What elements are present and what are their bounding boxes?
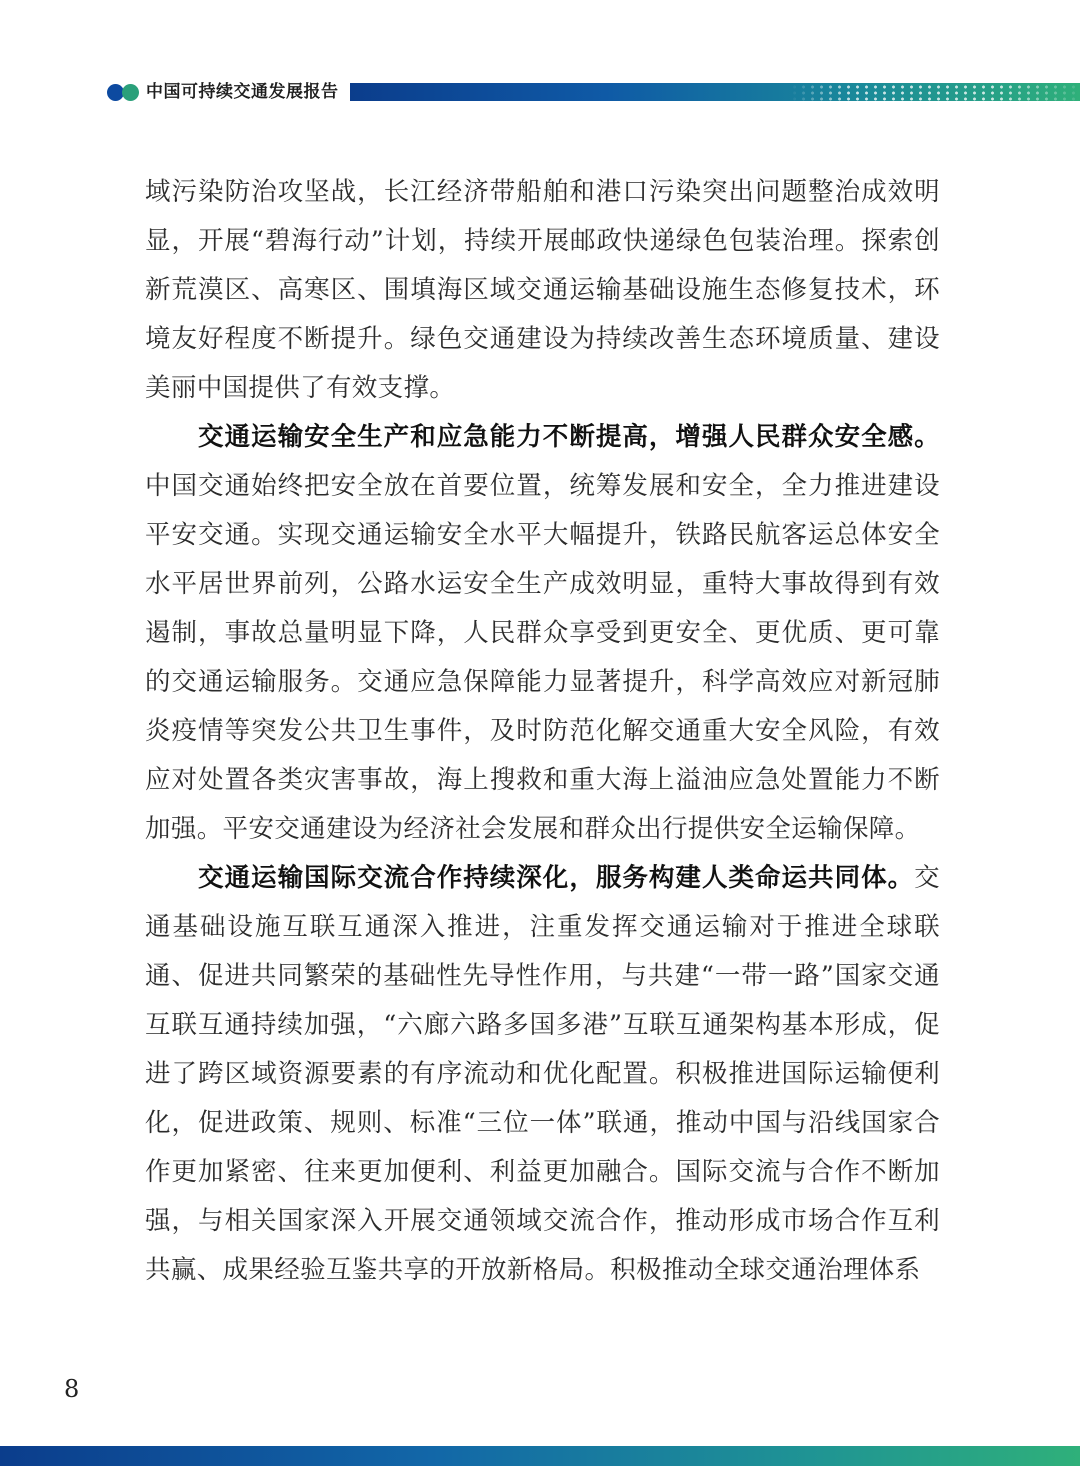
paragraph-lead: 交通运输国际交流合作持续深化，服务构建人类命运共同体。 [198, 863, 915, 893]
page-number: 8 [64, 1375, 80, 1403]
paragraph-text: 域污染防治攻坚战，长江经济带船舶和港口污染突出问题整治成效明显，开展“碧海行动”计划，持续开展邮政快递绿色包装治理。探索创新荒漠区、高寒区、围填海区域交通运输基础设施生态修复技术，环境友好程度不断提升。绿色交通建设为持续改善生态环境质量、建设美丽中国提供了有效支撑。 [145, 177, 940, 403]
page-body [145, 168, 940, 1295]
paragraph-2 [145, 413, 940, 854]
paragraph-text: 中国交通始终把安全放在首要位置，统筹发展和安全，全力推进建设平安交通。实现交通运输安全水平大幅提升，铁路民航客运总体安全水平居世界前列，公路水运安全生产成效明显，重特大事故得到有效遏制，事故总量明显下降，人民群众享受到更安全、更优质、更可靠的交通运输服务。交通应急保障能力显著提升，科学高效应对新冠肺炎疫情等突发公共卫生事件，及时防范化解交通重大安全风险，有效应对处置各类灾害事故，海上搜救和重大海上溢油应急处置能力不断加强。平安交通建设为经济社会发展和群众出行提供安全运输保障。 [145, 471, 940, 844]
header-dot-pattern [790, 83, 1080, 101]
logo-dots-icon [107, 82, 141, 102]
paragraph-lead: 交通运输安全生产和应急能力不断提高，增强人民群众安全感。 [198, 422, 940, 452]
report-title: 中国可持续交通发展报告 [146, 82, 339, 102]
header-gradient-bar [350, 83, 1080, 101]
footer-gradient-bar [0, 1446, 1080, 1466]
report-header [0, 80, 1080, 104]
paragraph-text: 交通基础设施互联互通深入推进，注重发挥交通运输对于推进全球联通、促进共同繁荣的基础性先导性作用，与共建“一带一路”国家交通互联互通持续加强，“六廊六路多国多港”互联互通架构基本形成，促进了跨区域资源要素的有序流动和优化配置。积极推进国际运输便利化，促进政策、规则、标准“三位一体”联通，推动中国与沿线国家合作更加紧密、往来更加便利、利益更加融合。国际交流与合作不断加强，与相关国家深入开展交通领域交流合作，推动形成市场合作互利共赢、成果经验互鉴共享的开放新格局。积极推动全球交通治理体系 [145, 863, 940, 1285]
logo-dot-green [122, 84, 139, 101]
paragraph-3 [145, 854, 940, 1295]
paragraph-1 [145, 168, 940, 413]
